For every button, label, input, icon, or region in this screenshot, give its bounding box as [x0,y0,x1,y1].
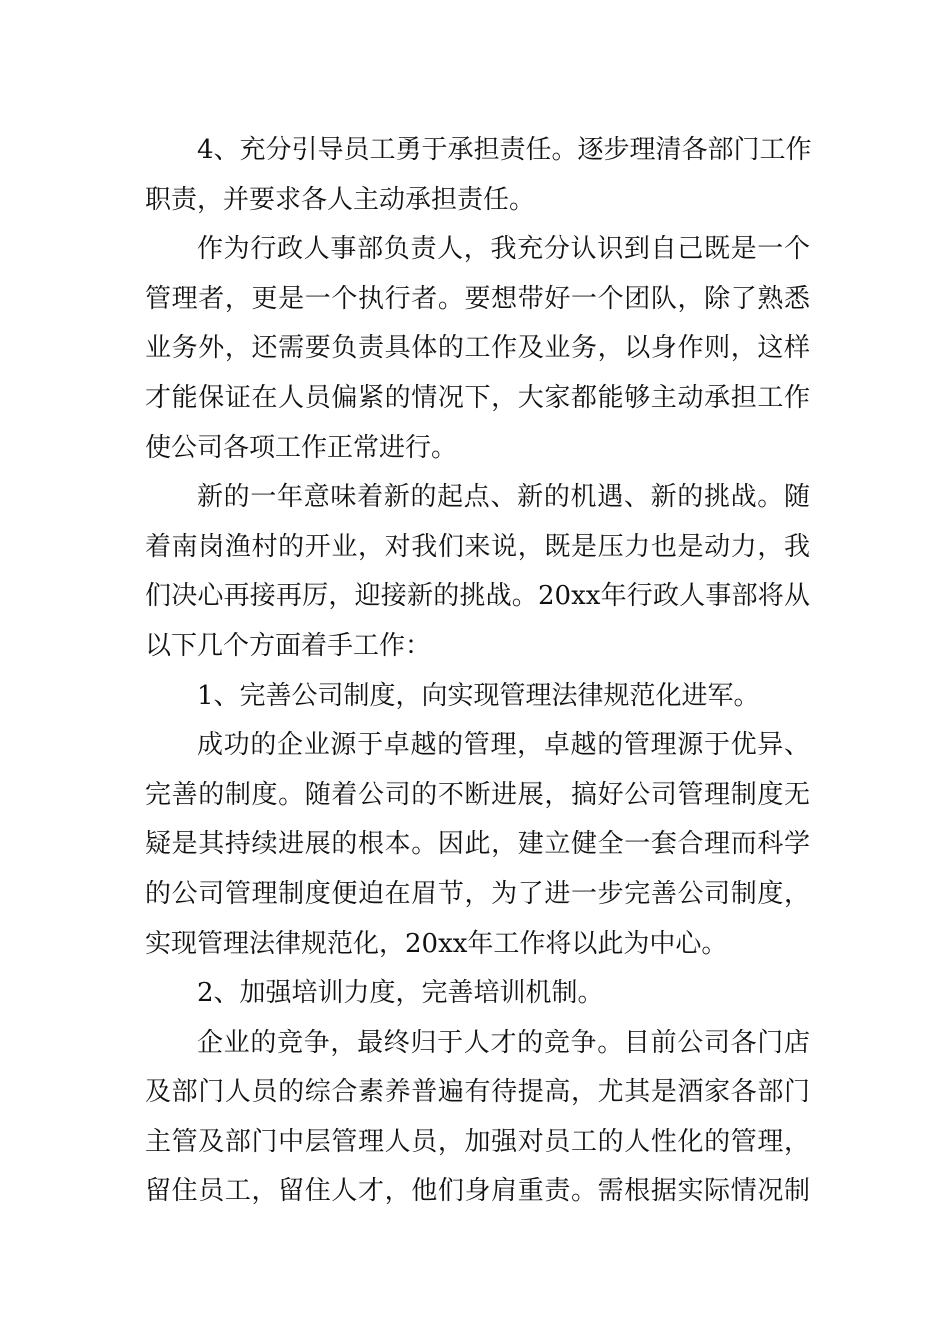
text-line: 企业的竞争，最终归于人才的竞争。目前公司各门店 [197,1027,810,1058]
text-line: 及部门人员的综合素养普遍有待提高，尤其是酒家各部门 [145,1077,810,1108]
text-line: 职责，并要求各人主动承担责任。 [145,184,536,215]
text-line: 的公司管理制度便迫在眉节，为了进一步完善公司制度， [145,878,810,909]
text-line: 实现管理法律规范化，20xx年工作将以此为中心。 [145,928,728,959]
text-line: 着南岗渔村的开业，对我们来说，既是压力也是动力，我 [145,531,810,562]
text-line: 1、完善公司制度，向实现管理法律规范化进军。 [197,680,760,711]
text-line: 使公司各项工作正常进行。 [145,432,458,463]
text-line: 4、充分引导员工勇于承担责任。逐步理清各部门工作 [197,135,812,165]
text-line: 们决心再接再厉，迎接新的挑战。20xx年行政人事部将从 [145,581,810,612]
document-body [145,126,810,1217]
text-line: 成功的企业源于卓越的管理，卓越的管理源于优异、 [197,730,810,761]
text-line: 以下几个方面着手工作： [145,630,432,661]
text-line: 管理者，更是一个执行者。要想带好一个团队，除了熟悉 [145,283,810,314]
text-line: 留住员工，留住人才，他们身肩重责。需根据实际情况制 [145,1176,810,1207]
text-line: 疑是其持续进展的根本。因此，建立健全一套合理而科学 [145,829,810,860]
text-line: 新的一年意味着新的起点、新的机遇、新的挑战。随 [197,482,810,513]
text-line: 才能保证在人员偏紧的情况下，大家都能够主动承担工作 [145,382,810,413]
text-line: 主管及部门中层管理人员，加强对员工的人性化的管理， [145,1126,810,1157]
text-line: 业务外，还需要负责具体的工作及业务，以身作则，这样 [145,333,810,364]
text-line: 完善的制度。随着公司的不断进展，搞好公司管理制度无 [145,779,810,810]
text-line: 2、加强培训力度，完善培训机制。 [197,978,604,1009]
text-line: 作为行政人事部负责人，我充分认识到自己既是一个 [197,234,810,265]
